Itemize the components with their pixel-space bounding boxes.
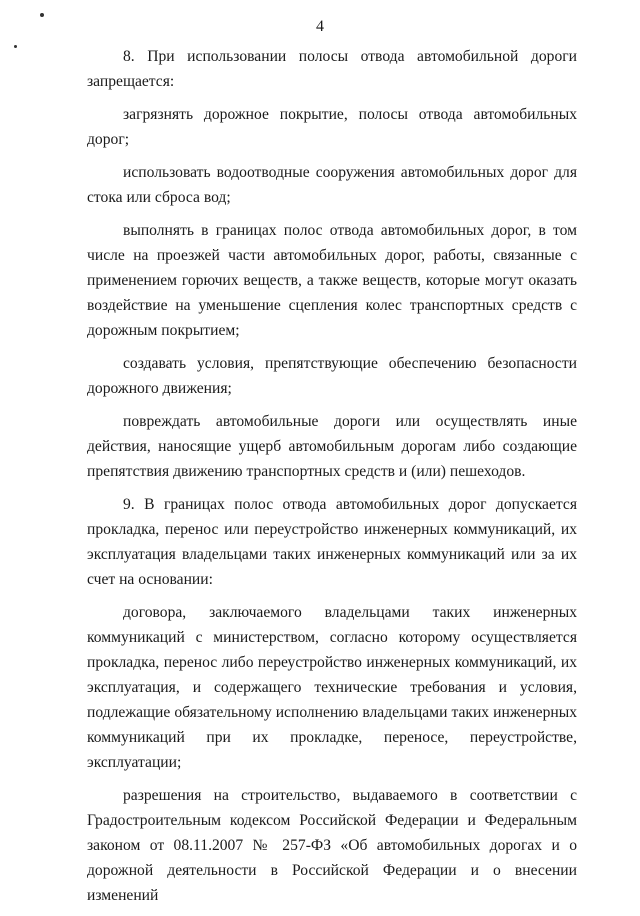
paragraph-item: использовать водоотводные сооружения автомобильных дорог для стока или сброса вод; [87,164,577,206]
scan-dot [40,13,44,17]
paragraph-clause-8: 8. При использовании полосы отвода автомобильной дороги запрещается: [87,48,577,90]
document-body [87,44,577,916]
paragraph-item: повреждать автомобильные дороги или осуществлять иные действия, наносящие ущерб автомобильным дорогам либо создающие препятствия движению транспортных средств и (или) пешеходов. [87,413,577,480]
paragraph-item: договора, заключаемого владельцами таких инженерных коммуникаций с министерством, согласно которому осуществляется прокладка, перенос либо переустройство инженерных коммуникаций, их эксплуатация, и содержащего технические требования и условия, подлежащие обязательному исполнению владельцами таких инженерных коммуникаций при их прокладке, переносе, переустройстве, эксплуатации; [87,604,577,771]
scan-dot [14,45,17,48]
paragraph-item: разрешения на строительство, выдаваемого в соответствии с Градостроительным кодексом Российской Федерации и Федеральным законом от 08.11.2007 № 257-ФЗ «Об автомобильных дорогах и о дорожной деятельности в Российской Федерации и о внесении изменений [87,787,577,904]
paragraph-item: загрязнять дорожное покрытие, полосы отвода автомобильных дорог; [87,106,577,148]
paragraph-item: создавать условия, препятствующие обеспечению безопасности дорожного движения; [87,355,577,397]
page-number: 4 [316,18,324,35]
paragraph-item: выполнять в границах полос отвода автомобильных дорог, в том числе на проезжей части автомобильных дорог, работы, связанные с применением горючих веществ, а также веществ, которые могут оказать воздействие на уменьшение сцепления колес транспортных средств с дорожным покрытием; [87,222,577,339]
paragraph-clause-9: 9. В границах полос отвода автомобильных дорог допускается прокладка, перенос или переустройство инженерных коммуникаций, их эксплуатация владельцами таких инженерных коммуникаций или за их счет на основании: [87,496,577,588]
